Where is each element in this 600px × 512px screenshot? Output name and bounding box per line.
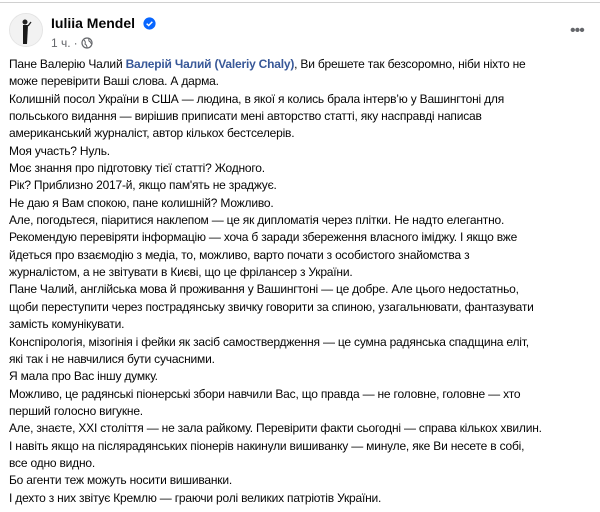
meta-separator: · — [73, 36, 78, 50]
post-line: Можливо, це радянські піонерські збори навчили Вас, що правда — не головне, головне — хто — [9, 386, 521, 401]
text: , Ви брешете так безсоромно, ніби ніхто не — [294, 57, 526, 71]
post-line: Пане Чалий, англійська мова й проживання у Вашингтоні — це добре. Але цього недостатньо, — [9, 282, 519, 297]
post-line: щоби переступити через пострадянську звичку говорити за спиною, узагальнювати, фантазувати — [9, 299, 534, 314]
post-line: І навіть якщо на післярадянських піонерів накинули вишиванку — минуле, яке Ви несете в собі, — [9, 438, 525, 453]
post-lines — [9, 73, 591, 507]
post-text — [9, 56, 591, 507]
post-line: Не даю я Вам спокою, пане колишній? Можливо. — [9, 195, 274, 210]
post-line: може перевірити Ваші слова. А дарма. — [9, 74, 219, 89]
post-line: які так і не навчилися бути сучасними. — [9, 351, 215, 366]
verified-badge-icon — [143, 17, 156, 30]
post-line: польського видання — вирішив приписати мені авторство статті, яку насправді написав — [9, 109, 482, 124]
post-line: американський журналіст, автор кількох бестселерів. — [9, 126, 295, 141]
post-meta — [51, 36, 93, 50]
post-line: все одно видно. — [9, 455, 96, 470]
post-line: Моє знання про підготовку тієї статті? Жодного. — [9, 161, 265, 176]
post-line: Але, знаєте, XXI століття — не зала райкому. Перевірити факти сьогодні — справа кількох хвилин. — [9, 421, 542, 436]
post-line: замість комунікувати. — [9, 317, 125, 332]
avatar[interactable] — [9, 13, 43, 47]
author-name-text[interactable]: Iuliia Mendel — [51, 15, 136, 31]
post-line: І дехто з них звітує Кремлю — граючи ролі великих патріотів України. — [9, 490, 382, 505]
post-line: Бо агенти теж можуть носити вишиванки. — [9, 473, 232, 488]
more-options-button[interactable]: ••• — [570, 22, 584, 39]
post-line: Рекомендую перевіряти інформацію — хоча б заради збереження власного іміджу. І якщо вже — [9, 230, 518, 245]
divider — [0, 2, 600, 3]
post-line: Конспірологія, мізогінія і фейки як засіб самоствердження — це сумна радянська спадщина еліт, — [9, 334, 529, 349]
avatar-image — [10, 14, 42, 46]
author-name[interactable] — [51, 15, 156, 31]
text: Пане Валерію Чалий — [9, 57, 126, 71]
post-line: журналістом, а не звітувати в Києві, що це фрілансер з України. — [9, 265, 353, 280]
post-line: Рік? Приблизно 2017-й, якщо пам'ять не зраджує. — [9, 178, 277, 193]
post-line: Моя участь? Нуль. — [9, 143, 110, 158]
globe-icon — [81, 37, 93, 49]
post-line — [9, 56, 591, 73]
post-line: Колишній посол України в США — людина, в якої я колись брала інтерв’ю у Вашингтоні для — [9, 91, 505, 106]
post-line: Я мала про Вас іншу думку. — [9, 369, 158, 384]
post-line: йдеться про взаємодію з медіа, то, можливо, варто почати з особистого знайомства з — [9, 247, 470, 262]
mention-link[interactable]: Валерій Чалий (Valeriy Chaly) — [125, 57, 295, 71]
post-line: перший голосно вигукне. — [9, 403, 143, 418]
post-line: Але, погодьтеся, піаритися наклепом — це як дипломатія через плітки. Не надто елегантно. — [9, 213, 505, 228]
post-timestamp[interactable]: 1 ч. — [51, 36, 71, 50]
